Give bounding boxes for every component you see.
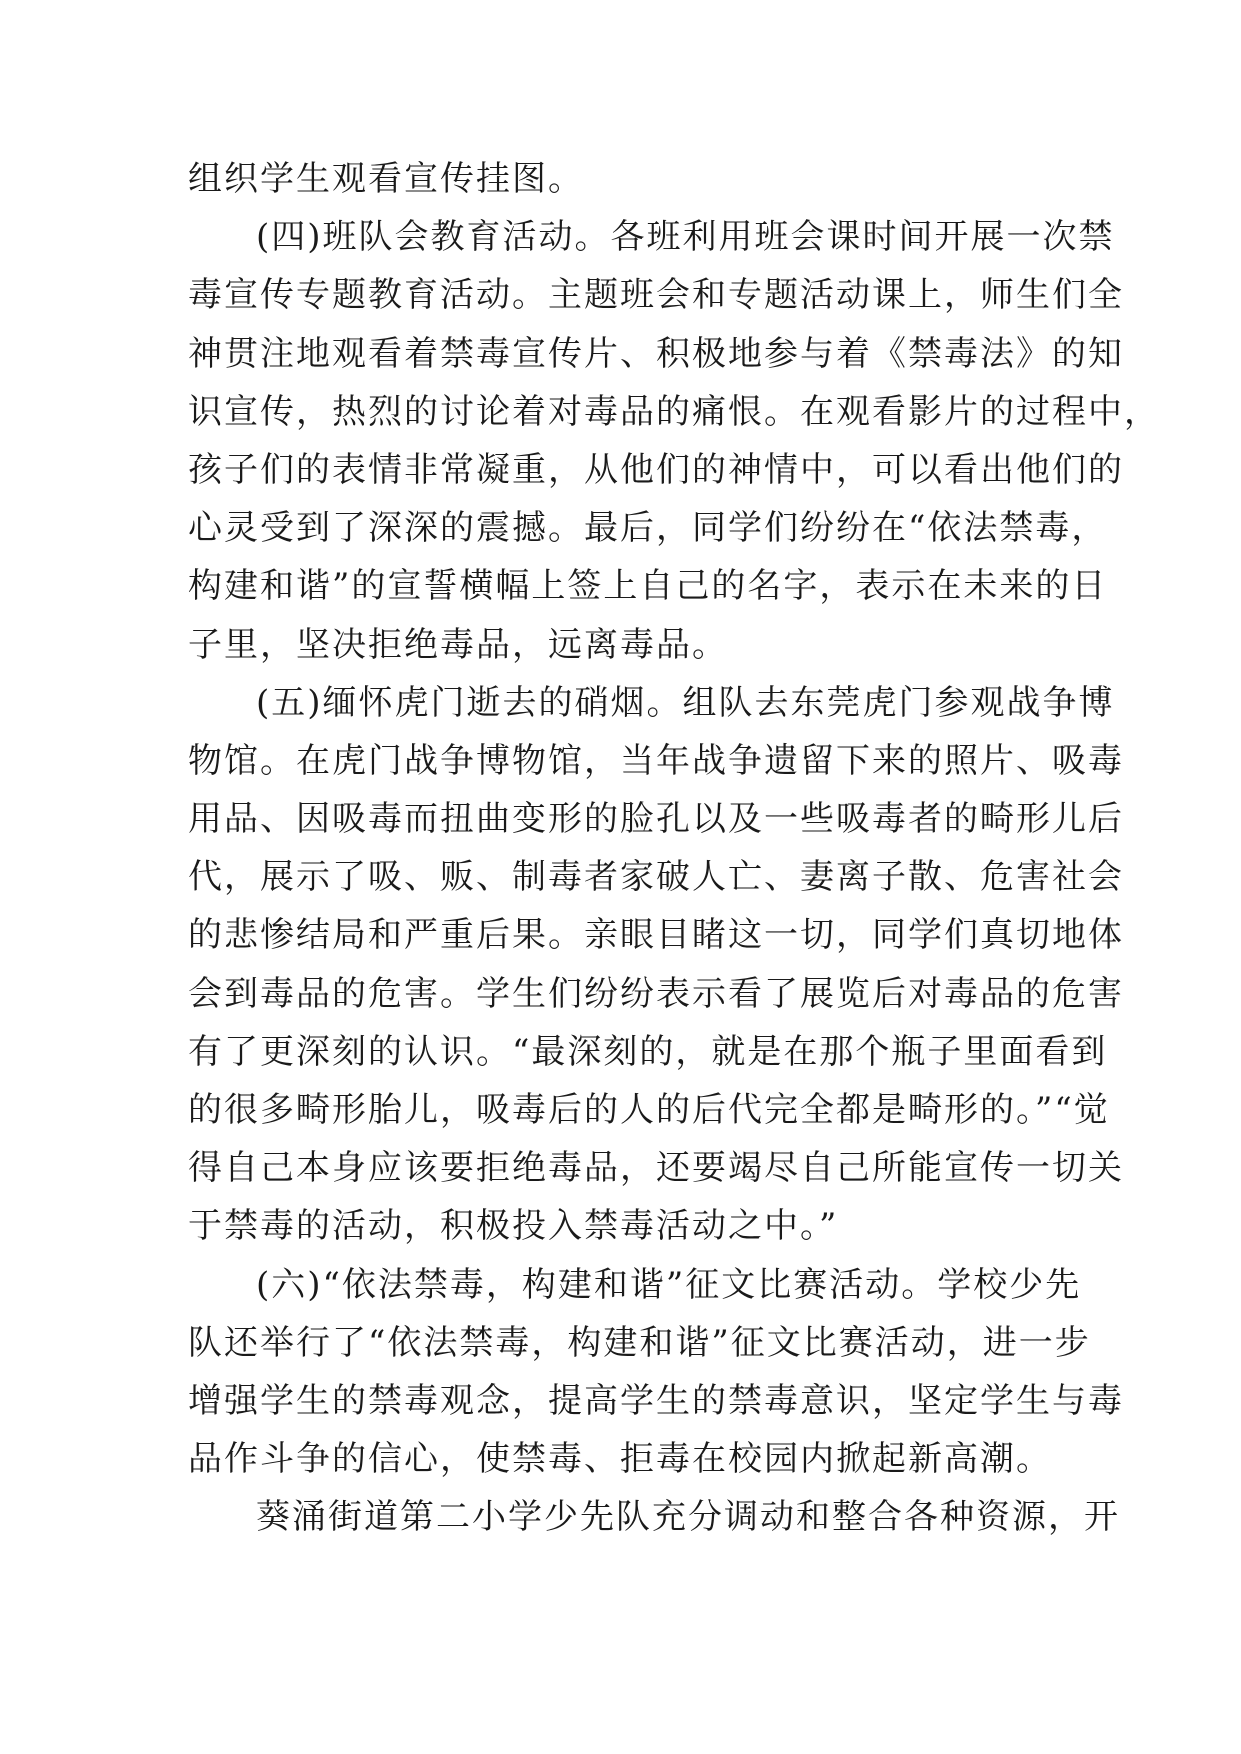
text-line: 构建和谐”的宣誓横幅上签上自己的名字，表示在未来的日 [188,566,1108,607]
text-line: 会到毒品的危害。学生们纷纷表示看了展览后对毒品的危害 [188,973,1124,1014]
text-line: 得自己本身应该要拒绝毒品，还要竭尽自己所能宣传一切关 [188,1148,1124,1189]
text-line: 增强学生的禁毒观念，提高学生的禁毒意识，坚定学生与毒 [188,1380,1124,1421]
text-line: 物馆。在虎门战争博物馆，当年战争遗留下来的照片、吸毒 [188,740,1124,781]
text-line: 代，展示了吸、贩、制毒者家破人亡、妻离子散、危害社会 [188,857,1124,898]
text-line: 神贯注地观看着禁毒宣传片、积极地参与着《禁毒法》的知 [188,333,1124,374]
text-line: 品作斗争的信心，使禁毒、拒毒在校园内掀起新高潮。 [188,1439,1052,1480]
text-line: 队还举行了“依法禁毒，构建和谐”征文比赛活动，进一步 [188,1322,1091,1363]
text-line: 葵涌街道第二小学少先队充分调动和整合各种资源，开 [256,1497,1120,1538]
text-line: 用品、因吸毒而扭曲变形的脸孔以及一些吸毒者的畸形儿后 [188,799,1124,840]
body-text [188,150,1160,1547]
text-line: 的悲惨结局和严重后果。亲眼目睹这一切，同学们真切地体 [188,915,1124,956]
text-line: 有了更深刻的认识。“最深刻的，就是在那个瓶子里面看到 [188,1031,1108,1072]
text-line: 毒宣传专题教育活动。主题班会和专题活动课上，师生们全 [188,275,1124,316]
text-line: (五)缅怀虎门逝去的硝烟。组队去东莞虎门参观战争博 [256,682,1115,723]
text-line: 识宣传，热烈的讨论着对毒品的痛恨。在观看影片的过程中， [188,391,1160,432]
text-line: 孩子们的表情非常凝重，从他们的神情中，可以看出他们的 [188,449,1124,490]
text-line: (四)班队会教育活动。各班利用班会课时间开展一次禁 [256,217,1115,258]
text-line: 子里，坚决拒绝毒品，远离毒品。 [188,624,728,665]
text-line: 组织学生观看宣传挂图。 [188,159,584,199]
text-line: (六)“依法禁毒，构建和谐”征文比赛活动。学校少先 [256,1264,1082,1305]
text-line: 的很多畸形胎儿，吸毒后的人的后代完全都是畸形的。”“觉 [188,1090,1110,1130]
text-line: 于禁毒的活动，积极投入禁毒活动之中。” [188,1206,839,1247]
text-line: 心灵受到了深深的震撼。最后，同学们纷纷在“依法禁毒， [188,508,1108,549]
